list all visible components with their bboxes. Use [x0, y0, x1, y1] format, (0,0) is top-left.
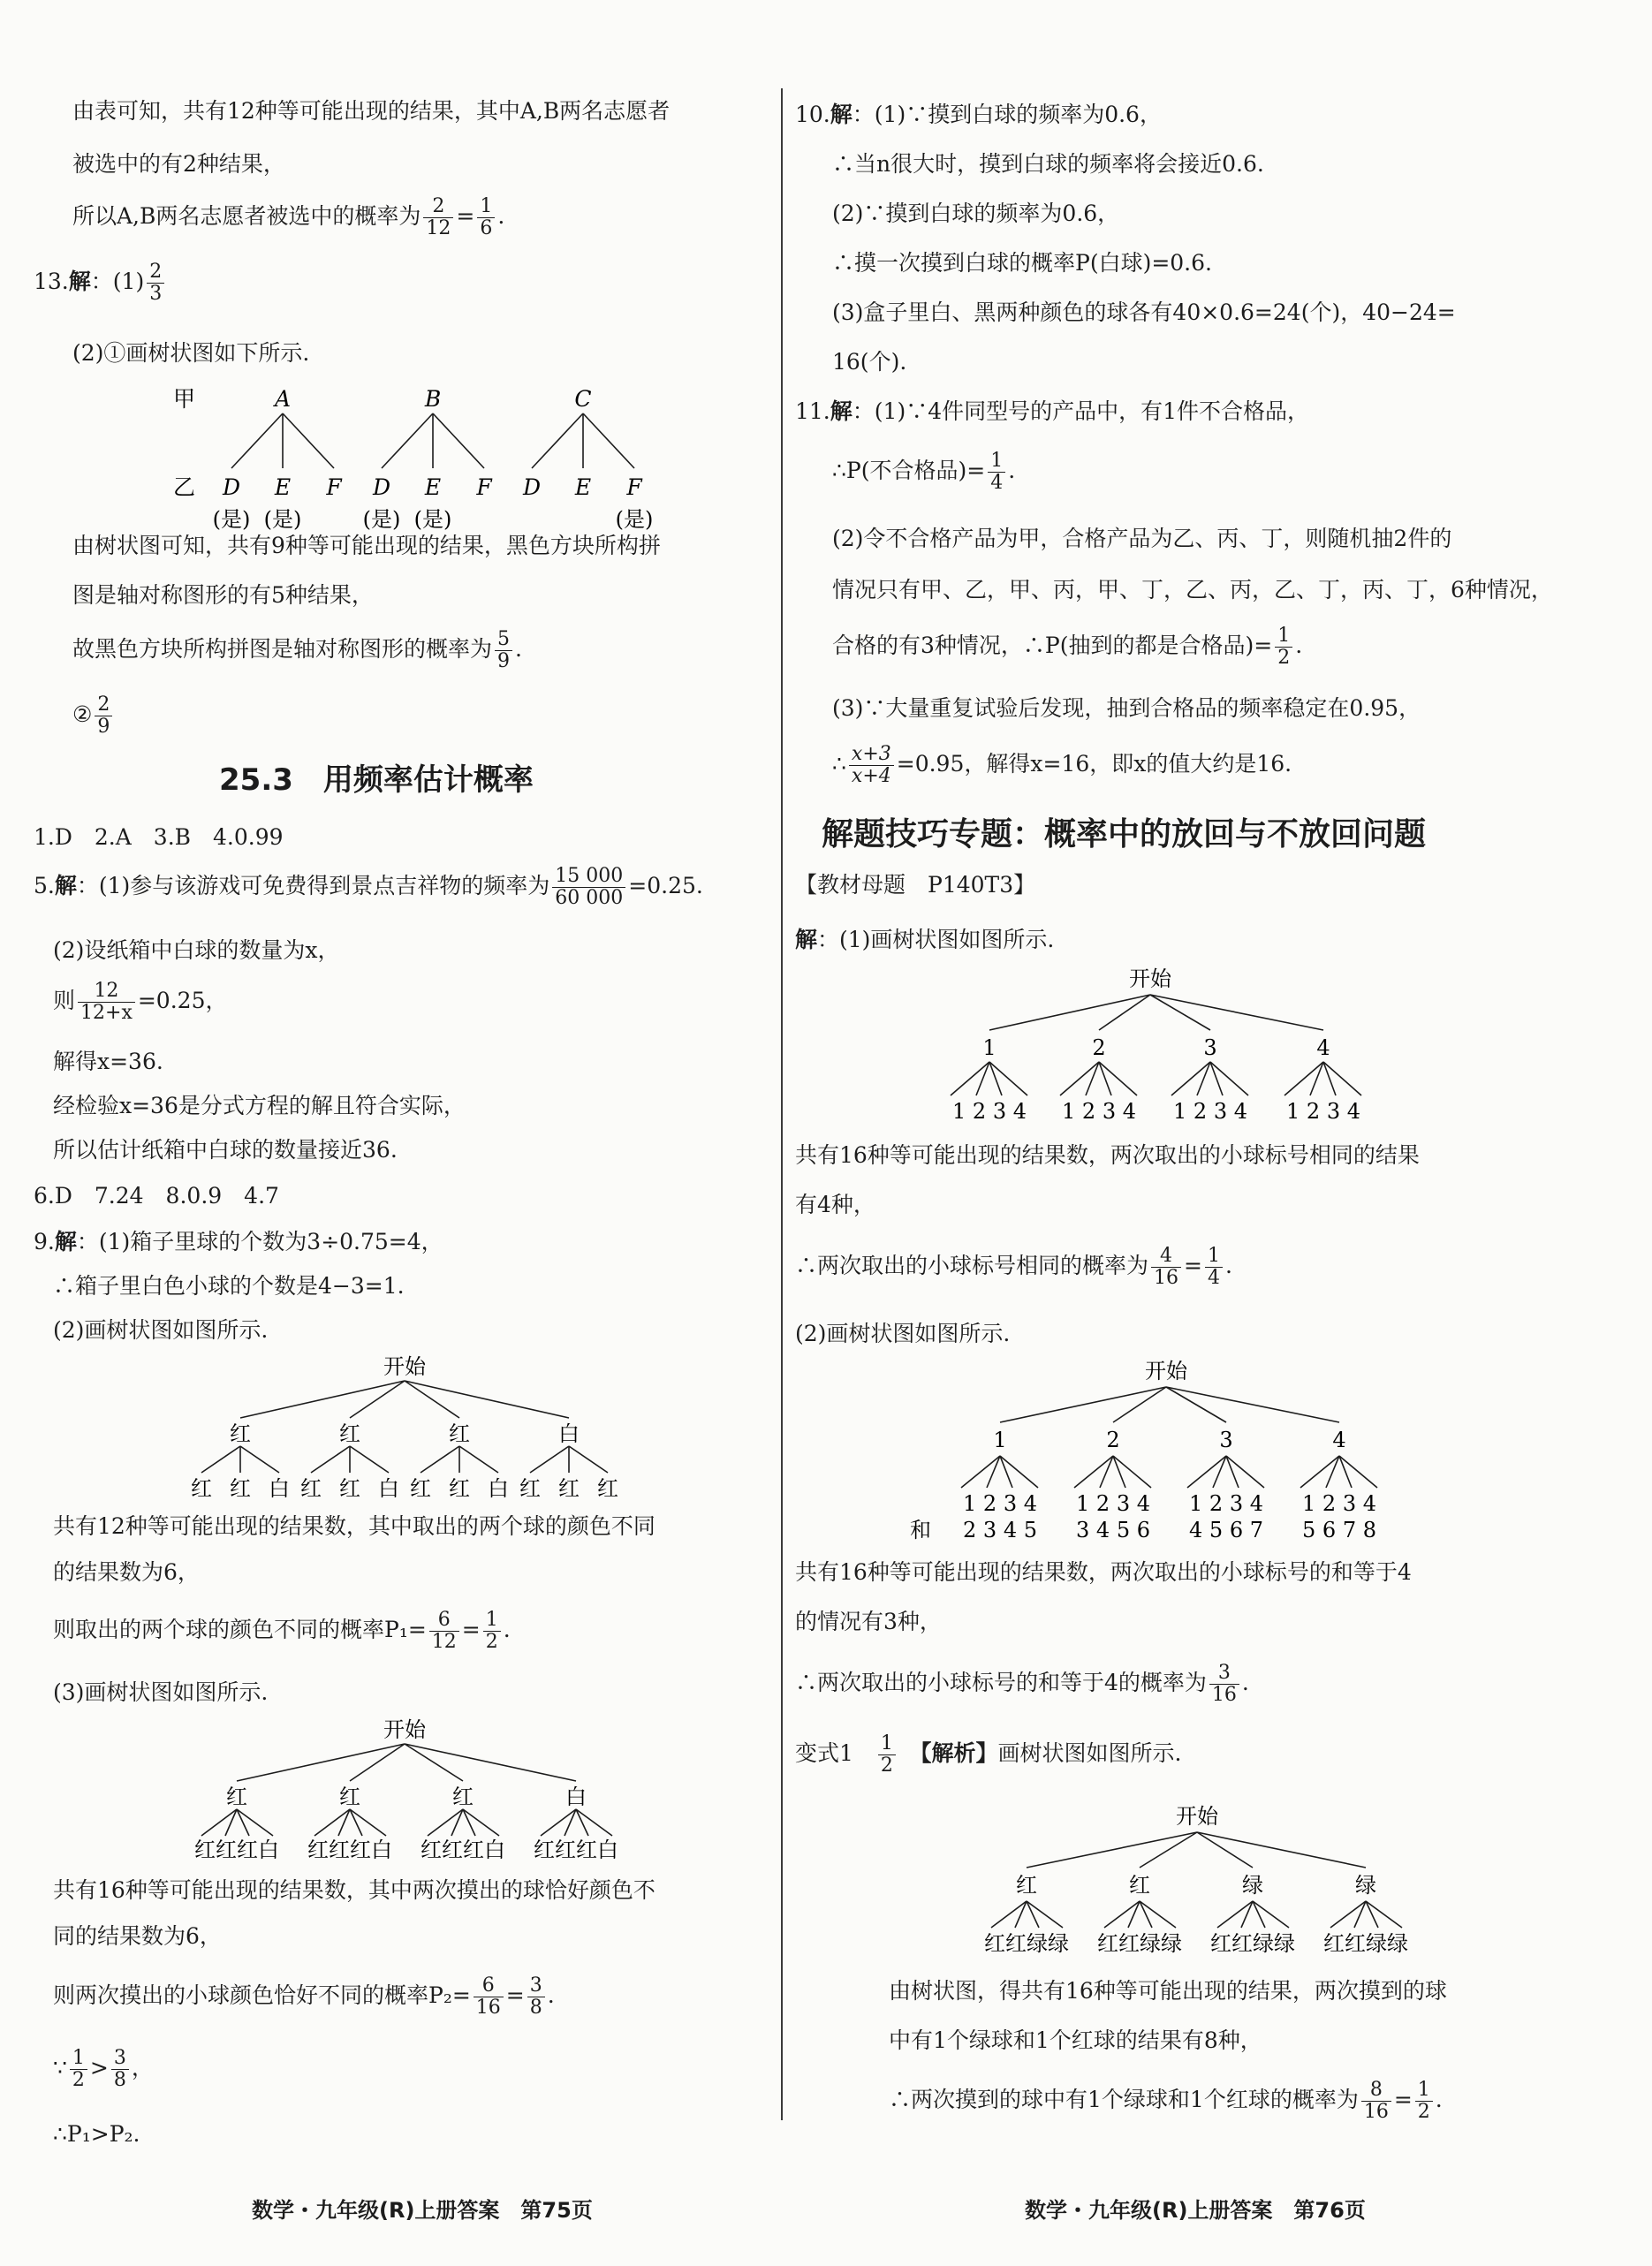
paragraph-line: 16(个).: [832, 349, 907, 375]
text: 故黑色方块所构拼图是轴对称图形的概率为: [72, 636, 493, 663]
numerator: 4: [1151, 1246, 1181, 1268]
solution-label: 解: [68, 269, 91, 295]
tree-leaf: 红: [230, 1476, 251, 1501]
numerator: 2: [423, 196, 453, 218]
paragraph-line: (2)画树状图如图所示.: [53, 1317, 269, 1343]
text: ∴两次取出的小球标号相同的概率为: [795, 1253, 1149, 1279]
paragraph-line: ∴当n很大时，摸到白球的频率将会接近0.6.: [832, 151, 1264, 177]
paragraph-line: ∴两次取出的小球标号的和等于4的概率为 $\frac{3}{16}$ .: [795, 1662, 1249, 1707]
paragraph-line: ∴P₁>P₂.: [53, 2121, 140, 2147]
tree-edges: [991, 1832, 1402, 1928]
tree-leaf-group: 1 2 3 4: [1076, 1491, 1150, 1516]
section-title: 25.3 用频率估计概率: [219, 762, 534, 798]
paragraph-line: 由树状图，得共有16种等可能出现的结果，两次摸到的球: [889, 1978, 1447, 2004]
question-9: [34, 1226, 443, 1257]
denominator: 4: [990, 472, 1004, 495]
paragraph-line: (2)设纸箱中白球的数量为x，: [53, 937, 340, 963]
paragraph-line: 解得x=36.: [53, 1049, 163, 1074]
fraction: [1415, 2080, 1433, 2123]
tree-edges: [961, 1387, 1377, 1488]
paragraph-line: ∴摸一次摸到白球的概率P(白球)=0.6.: [832, 250, 1212, 276]
sum-group: 2 3 4 5: [963, 1518, 1037, 1542]
tree-diagram-9-3: [34, 1710, 776, 1861]
text: ：(1)∵摸到白球的频率为0.6，: [852, 102, 1162, 127]
tree-node: B: [424, 386, 442, 412]
fraction: [878, 1733, 896, 1777]
text: ：(1)∵4件同型号的产品中，有1件不合格品，: [852, 398, 1310, 424]
sum-group: 5 6 7 8: [1302, 1518, 1376, 1542]
text: ：(1)箱子里球的个数为3÷0.75=4，: [76, 1229, 443, 1254]
denominator: 9: [97, 716, 110, 739]
tree-diagram-13: [34, 371, 776, 534]
text: 所以A,B两名志愿者被选中的概率为: [72, 203, 421, 230]
tree-leaf: 红: [300, 1476, 322, 1501]
text: 合格的有3种情况，∴P(抽到的都是合格品)=: [832, 633, 1273, 659]
tree-leaf-group: 红红红白: [194, 1838, 279, 1862]
tree-leaf: 红: [410, 1476, 431, 1501]
paragraph-line: 共有12种等可能出现的结果数，其中取出的两个球的颜色不同: [53, 1513, 655, 1539]
tree-leaf-group: 红红绿绿: [984, 1931, 1069, 1956]
tree-leaf-group: 红红红白: [307, 1838, 392, 1862]
tree-leaf: D: [522, 474, 542, 500]
text: 画树状图如图所示.: [997, 1740, 1182, 1767]
tree-leaf: F: [476, 474, 492, 500]
tree-node: 乙: [173, 474, 196, 500]
numerator: 1: [1205, 1246, 1223, 1268]
tree-leaf-group: 1 2 3 4: [1302, 1491, 1376, 1516]
denominator: 16: [1211, 1684, 1237, 1707]
numerator: 6: [474, 1975, 504, 1997]
sum-group: 3 4 5 6: [1076, 1518, 1150, 1542]
fraction: [78, 981, 135, 1024]
text: 则两次摸出的小球颜色恰好不同的概率P₂=: [53, 1982, 471, 2009]
text: ②: [72, 701, 93, 728]
paragraph-line: ∴P(不合格品)= $\frac{1}{4}$ .: [832, 450, 1016, 495]
tree-leaf: 红: [519, 1476, 541, 1501]
fraction: [495, 629, 512, 672]
text: =0.95，解得x=16，即x的值大约是16.: [896, 751, 1292, 777]
tree-root: 开始: [383, 1354, 426, 1379]
denominator: 2: [485, 1631, 498, 1654]
tree-node: 红: [1129, 1873, 1150, 1898]
tree-node: 红: [339, 1785, 360, 1809]
denominator: 2: [880, 1754, 893, 1777]
paragraph-line: (3)∵大量重复试验后发现，抽到合格品的频率稳定在0.95，: [832, 695, 1421, 721]
denominator: 2: [1417, 2101, 1430, 2124]
tree-leaf: E: [274, 474, 292, 500]
denominator: 8: [113, 2069, 126, 2092]
paragraph-line: (2)令不合格产品为甲，合格产品为乙、丙、丁，则随机抽2件的: [832, 526, 1452, 551]
tree-leaf: F: [326, 474, 342, 500]
question-11: [795, 396, 1309, 427]
paragraph-line: (3)盒子里白、黑两种颜色的球各有40×0.6=24(个)，40−24=: [832, 299, 1456, 325]
text: 则取出的两个球的颜色不同的概率P₁=: [53, 1617, 427, 1643]
tree-node: 绿: [1355, 1873, 1376, 1898]
denominator: 2: [72, 2069, 85, 2092]
tree-leaf-group: 1 2 3 4: [1173, 1099, 1247, 1124]
numerator: 2: [147, 261, 164, 284]
tree-leaf: 白: [269, 1476, 290, 1501]
paragraph-line: ∴两次摸到的球中有1个绿球和1个红球的概率为 $\frac{8}{16}$ = $\frac{1}{2}$ .: [889, 2079, 1443, 2124]
tree-node: 白: [565, 1785, 587, 1809]
numerator: 6: [429, 1610, 459, 1632]
fraction: [70, 2048, 87, 2091]
paragraph-line: 共有16种等可能出现的结果数，两次取出的小球标号相同的结果: [795, 1142, 1420, 1168]
denominator: 12+x: [80, 1002, 133, 1025]
denominator: 6: [480, 217, 493, 240]
tree-leaf: E: [424, 474, 442, 500]
question-5: [34, 866, 703, 909]
tree-node: 红: [230, 1421, 251, 1446]
tree-edges: [231, 413, 634, 468]
paragraph-line: [795, 924, 1054, 955]
tree-node: 白: [558, 1421, 580, 1446]
tree-leaf-group: 1 2 3 4: [1189, 1491, 1263, 1516]
paragraph-line: 图是轴对称图形的有5种结果，: [72, 582, 374, 608]
fraction: [552, 866, 625, 909]
denominator: 8: [529, 1997, 542, 2020]
fraction: [429, 1610, 459, 1653]
fraction: [95, 694, 112, 738]
tree-leaf: D: [372, 474, 391, 500]
tree-leaf-group: 红红红白: [534, 1838, 618, 1862]
paragraph-line: 共有16种等可能出现的结果数，两次取出的小球标号的和等于4: [795, 1559, 1412, 1585]
tree-root: 开始: [1176, 1804, 1218, 1829]
paragraph-line: 的结果数为6，: [53, 1559, 200, 1585]
tree-node: 2: [1106, 1428, 1120, 1452]
tree-root: 开始: [1129, 966, 1171, 991]
tree-node: 红: [449, 1421, 470, 1446]
paragraph-line: 所以估计纸箱中白球的数量接近36.: [53, 1137, 398, 1163]
text: ∵: [53, 2055, 67, 2081]
numerator: 1: [1275, 625, 1292, 648]
paragraph-line: 同的结果数为6，: [53, 1923, 222, 1949]
tree-node: C: [574, 386, 592, 412]
question-number: 9.: [34, 1229, 55, 1254]
text: ：(1)画树状图如图所示.: [817, 927, 1055, 952]
answers-line: 6.D 7.24 8.0.9 4.7: [34, 1183, 279, 1209]
denominator: 16: [1154, 1267, 1179, 1290]
tree-node: 2: [1092, 1035, 1106, 1060]
paragraph-line: [53, 981, 227, 1024]
numerator: 1: [988, 451, 1005, 473]
tree-node: 4: [1316, 1035, 1330, 1060]
tree-leaf: 红: [597, 1476, 618, 1501]
denominator: 60 000: [555, 887, 624, 910]
tree-node: 绿: [1242, 1873, 1263, 1898]
answers-line: 1.D 2.A 3.B 4.0.99: [34, 824, 284, 850]
numerator: 5: [495, 629, 512, 651]
paragraph-line: (2)∵摸到白球的频率为0.6，: [832, 201, 1120, 226]
tree-diagram-mother-1: [795, 963, 1528, 1126]
fraction: [477, 196, 495, 239]
fraction: [483, 1610, 501, 1653]
tree-root: 开始: [1145, 1359, 1187, 1383]
paragraph-line: (2)①画树状图如下所示.: [72, 340, 310, 366]
fraction: [423, 196, 453, 239]
tree-leaf-group: 红红绿绿: [1210, 1931, 1295, 1956]
text: ：(1)参与该游戏可免费得到景点吉祥物的频率为: [76, 873, 550, 899]
tree-root: 开始: [383, 1717, 426, 1742]
numerator: 15 000: [552, 866, 625, 888]
tree-edges: [201, 1381, 608, 1473]
solution-label: 解: [830, 102, 853, 127]
question-10: [795, 99, 1162, 130]
tree-leaf-group: 1 2 3 4: [952, 1099, 1027, 1124]
fraction: [1151, 1246, 1181, 1289]
tree-diagram-mother-2: [795, 1355, 1528, 1545]
paragraph-line: ∴箱子里白色小球的个数是4−3=1.: [53, 1273, 405, 1299]
numerator: 2: [95, 694, 112, 716]
denominator: 3: [149, 283, 163, 306]
solution-label: 解: [795, 927, 818, 952]
paragraph-line: 共有16种等可能出现的结果数，其中两次摸出的球恰好颜色不: [53, 1877, 655, 1903]
question-number: 10.: [795, 102, 830, 127]
tree-edges: [201, 1744, 612, 1836]
tree-leaf-group: 1 2 3 4: [1062, 1099, 1136, 1124]
question-13: [34, 261, 167, 305]
tree-edges: [951, 995, 1361, 1095]
tree-leaf: 白: [378, 1476, 399, 1501]
tree-diagram-variant-1: [795, 1800, 1528, 1959]
paragraph-line: 则取出的两个球的颜色不同的概率P₁= $\frac{6}{12}$ = $\frac{1}{2}$ .: [53, 1609, 511, 1654]
tree-node: 红: [226, 1785, 247, 1809]
denominator: 12: [431, 1631, 457, 1654]
denominator: 9: [497, 650, 511, 673]
text: =0.25，: [137, 988, 228, 1014]
paragraph-line: 由表可知，共有12种等可能出现的结果，其中A,B两名志愿者: [72, 98, 671, 124]
denominator: 16: [475, 1997, 501, 2020]
paragraph-line: 经检验x=36是分式方程的解且符合实际，: [53, 1093, 466, 1118]
reference-tag: 【教材母题 P140T3】: [795, 872, 1036, 898]
tree-mark: (是): [362, 507, 401, 532]
tree-leaf-group: 红红绿绿: [1097, 1931, 1182, 1956]
tree-leaf-group: 红红红白: [421, 1838, 505, 1862]
text: ∴两次取出的小球标号的和等于4的概率为: [795, 1670, 1207, 1696]
footer-left-page: 数学・九年级(R)上册答案 第75页: [252, 2198, 593, 2223]
fraction: [111, 2048, 129, 2091]
paragraph-line: 由树状图可知，共有9种等可能出现的结果，黑色方块所构拼: [72, 533, 661, 558]
paragraph-line: 合格的有3种情况，∴P(抽到的都是合格品)= $\frac{1}{2}$ .: [832, 625, 1303, 670]
numerator: 1: [477, 196, 495, 218]
column-divider: [781, 88, 783, 2120]
paragraph-line: (2)画树状图如图所示.: [795, 1321, 1011, 1346]
paragraph-line: (3)画树状图如图所示.: [53, 1679, 269, 1705]
paragraph-line: 故黑色方块所构拼图是轴对称图形的概率为 $\frac{5}{9}$ .: [72, 628, 522, 673]
fraction: [147, 261, 164, 305]
paragraph-line: [832, 744, 1292, 787]
text: ∴两次摸到的球中有1个绿球和1个红球的概率为: [889, 2087, 1359, 2113]
numerator: 3: [111, 2048, 129, 2070]
sum-label: 和: [910, 1518, 931, 1542]
fraction: [527, 1975, 545, 2019]
tree-leaf-group: 1 2 3 4: [963, 1491, 1037, 1516]
tree-leaf: F: [626, 474, 642, 500]
tree-node: 甲: [173, 386, 196, 412]
analysis-label: 【解析】: [920, 1740, 998, 1767]
paragraph-line: 的情况有3种，: [795, 1609, 942, 1634]
fraction: [1205, 1246, 1223, 1289]
paragraph-line: 中有1个绿球和1个红球的结果有8种，: [889, 2027, 1262, 2053]
tree-node: 4: [1332, 1428, 1346, 1452]
tree-node: 1: [982, 1035, 997, 1060]
denominator: 2: [1277, 647, 1291, 670]
paragraph-line: [72, 694, 115, 738]
tree-mark: (是): [615, 507, 654, 532]
fraction: [849, 744, 894, 787]
tree-node: 3: [1219, 1428, 1233, 1452]
section-title: 解题技巧专题：概率中的放回与不放回问题: [822, 816, 1427, 853]
denominator: x+4: [851, 765, 891, 788]
paragraph-line: 被选中的有2种结果，: [72, 151, 285, 177]
variant-line: [795, 1733, 1181, 1777]
tree-node: 红: [452, 1785, 474, 1809]
numerator: 1: [70, 2048, 87, 2070]
solution-label: 解: [54, 873, 77, 899]
solution-label: 解: [54, 1229, 77, 1254]
tree-mark: (是): [413, 507, 452, 532]
paragraph-line: ∴两次取出的小球标号相同的概率为 $\frac{4}{16}$ = $\frac{1}{4}$ .: [795, 1245, 1232, 1290]
numerator: 12: [78, 981, 135, 1003]
text: ∴P(不合格品)=: [832, 458, 986, 484]
text: 则: [53, 988, 76, 1014]
question-number: 11.: [795, 398, 830, 424]
text: ：(1): [90, 269, 145, 295]
fraction: [1361, 2080, 1391, 2123]
paragraph-line: ∵ $\frac{1}{2}$ > $\frac{3}{8}$ ，: [53, 2047, 154, 2092]
tree-node: 3: [1203, 1035, 1217, 1060]
fraction: [1275, 625, 1292, 669]
denominator: 16: [1363, 2101, 1389, 2124]
tree-leaf: 红: [558, 1476, 580, 1501]
tree-node: 1: [993, 1428, 1007, 1452]
tree-leaf: E: [574, 474, 592, 500]
text: =0.25.: [628, 873, 703, 899]
tree-leaf: 红: [191, 1476, 212, 1501]
tree-leaf: 白: [488, 1476, 509, 1501]
tree-node: A: [274, 386, 292, 412]
tree-node: 红: [339, 1421, 360, 1446]
numerator: 1: [483, 1610, 501, 1632]
numerator: x+3: [849, 744, 894, 766]
tree-leaf: 红: [339, 1476, 360, 1501]
fraction: [1209, 1663, 1239, 1706]
text: 变式1: [795, 1740, 853, 1767]
tree-mark: (是): [212, 507, 251, 532]
tree-mark: (是): [263, 507, 302, 532]
tree-leaf-group: 红红绿绿: [1323, 1931, 1408, 1956]
tree-node: 红: [1016, 1873, 1037, 1898]
numerator: 1: [878, 1733, 896, 1755]
tree-leaf: D: [222, 474, 241, 500]
fraction: [988, 451, 1005, 494]
denominator: 12: [426, 217, 451, 240]
fraction: [474, 1975, 504, 2019]
paragraph-line: 情况只有甲、乙，甲、丙，甲、丁，乙、丙，乙、丁，丙、丁，6种情况，: [832, 577, 1553, 602]
solution-label: 解: [830, 398, 853, 424]
paragraph-line: 则两次摸出的小球颜色恰好不同的概率P₂= $\frac{6}{16}$ = $\frac{3}{8}$ .: [53, 1974, 555, 2020]
question-number: 5.: [34, 873, 55, 899]
numerator: 1: [1415, 2080, 1433, 2102]
paragraph-line: 所以A,B两名志愿者被选中的概率为 $\frac{2}{12}$ = $\frac{1}{6}$ .: [72, 195, 505, 240]
denominator: 4: [1207, 1267, 1220, 1290]
question-number: 13.: [34, 269, 69, 295]
sum-group: 4 5 6 7: [1189, 1518, 1263, 1542]
paragraph-line: 有4种，: [795, 1192, 875, 1217]
tree-leaf: 红: [449, 1476, 470, 1501]
footer-right-page: 数学・九年级(R)上册答案 第76页: [1025, 2198, 1366, 2223]
numerator: 3: [1209, 1663, 1239, 1685]
tree-leaf-group: 1 2 3 4: [1286, 1099, 1360, 1124]
tree-diagram-9-2: [34, 1347, 776, 1502]
text: ∴: [832, 751, 846, 777]
numerator: 3: [527, 1975, 545, 1997]
numerator: 8: [1361, 2080, 1391, 2102]
